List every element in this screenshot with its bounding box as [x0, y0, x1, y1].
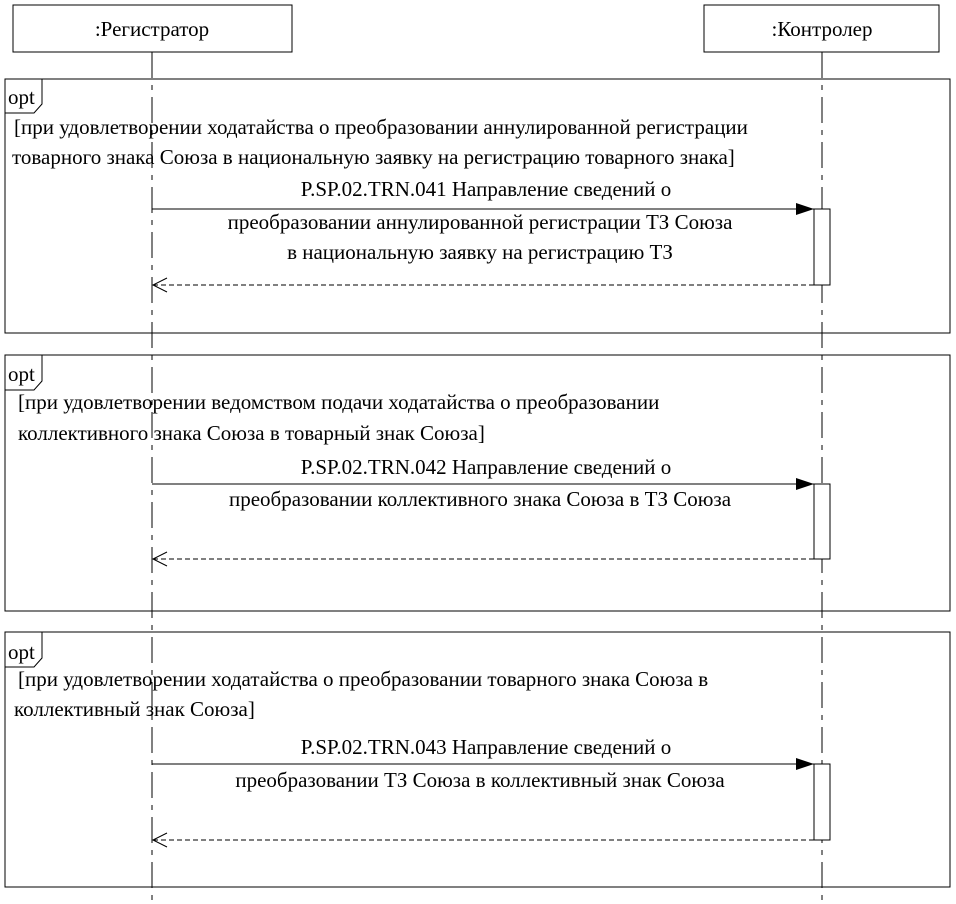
participant-registrar-label: :Регистратор [94, 17, 210, 41]
activation-2 [814, 484, 830, 559]
opt-guard-2-line-1: [при удовлетворении ведомством подачи ходатайства о преобразовании [18, 390, 660, 414]
opt-operator-1: opt [8, 85, 35, 109]
opt-guard-3-line-1: [при удовлетворении ходатайства о преобразовании товарного знака Союза в [18, 667, 709, 691]
message-1-arrowhead [796, 203, 814, 215]
message-3-arrowhead [796, 758, 814, 770]
message-2-label-line-2: преобразовании коллективного знака Союза в ТЗ Союза [228, 487, 732, 511]
message-1-label-line-2: преобразовании аннулированной регистрации ТЗ Союза [227, 210, 733, 234]
message-2-arrowhead [796, 478, 814, 490]
opt-guard-1-line-2: товарного знака Союза в национальную заявку на регистрацию товарного знака] [12, 145, 735, 169]
participant-registrar [13, 5, 292, 52]
participant-controller-label: :Контролер [771, 17, 873, 41]
message-1-label-line-3: в национальную заявку на регистрацию ТЗ [287, 240, 673, 264]
opt-fragment-1 [5, 79, 950, 333]
activation-3 [814, 764, 830, 840]
opt-fragment-2 [5, 355, 950, 611]
opt-operator-3: opt [8, 640, 35, 664]
message-3-label-line-1: P.SP.02.TRN.043 Направление сведений о [300, 735, 672, 759]
opt-guard-2-line-2: коллективного знака Союза в товарный знак Союза] [18, 421, 485, 445]
message-3-label-line-2: преобразовании ТЗ Союза в коллективный знак Союза [235, 768, 725, 792]
opt-fragment-3 [5, 632, 950, 887]
opt-operator-2: opt [8, 362, 35, 386]
message-1-label-line-1: P.SP.02.TRN.041 Направление сведений о [300, 177, 672, 201]
message-2-label-line-1: P.SP.02.TRN.042 Направление сведений о [300, 455, 672, 479]
opt-guard-3-line-2: коллективный знак Союза] [14, 697, 255, 721]
participant-controller [704, 5, 939, 52]
opt-guard-1-line-1: [при удовлетворении ходатайства о преобразовании аннулированной регистрации [14, 115, 748, 139]
activation-1 [814, 209, 830, 285]
